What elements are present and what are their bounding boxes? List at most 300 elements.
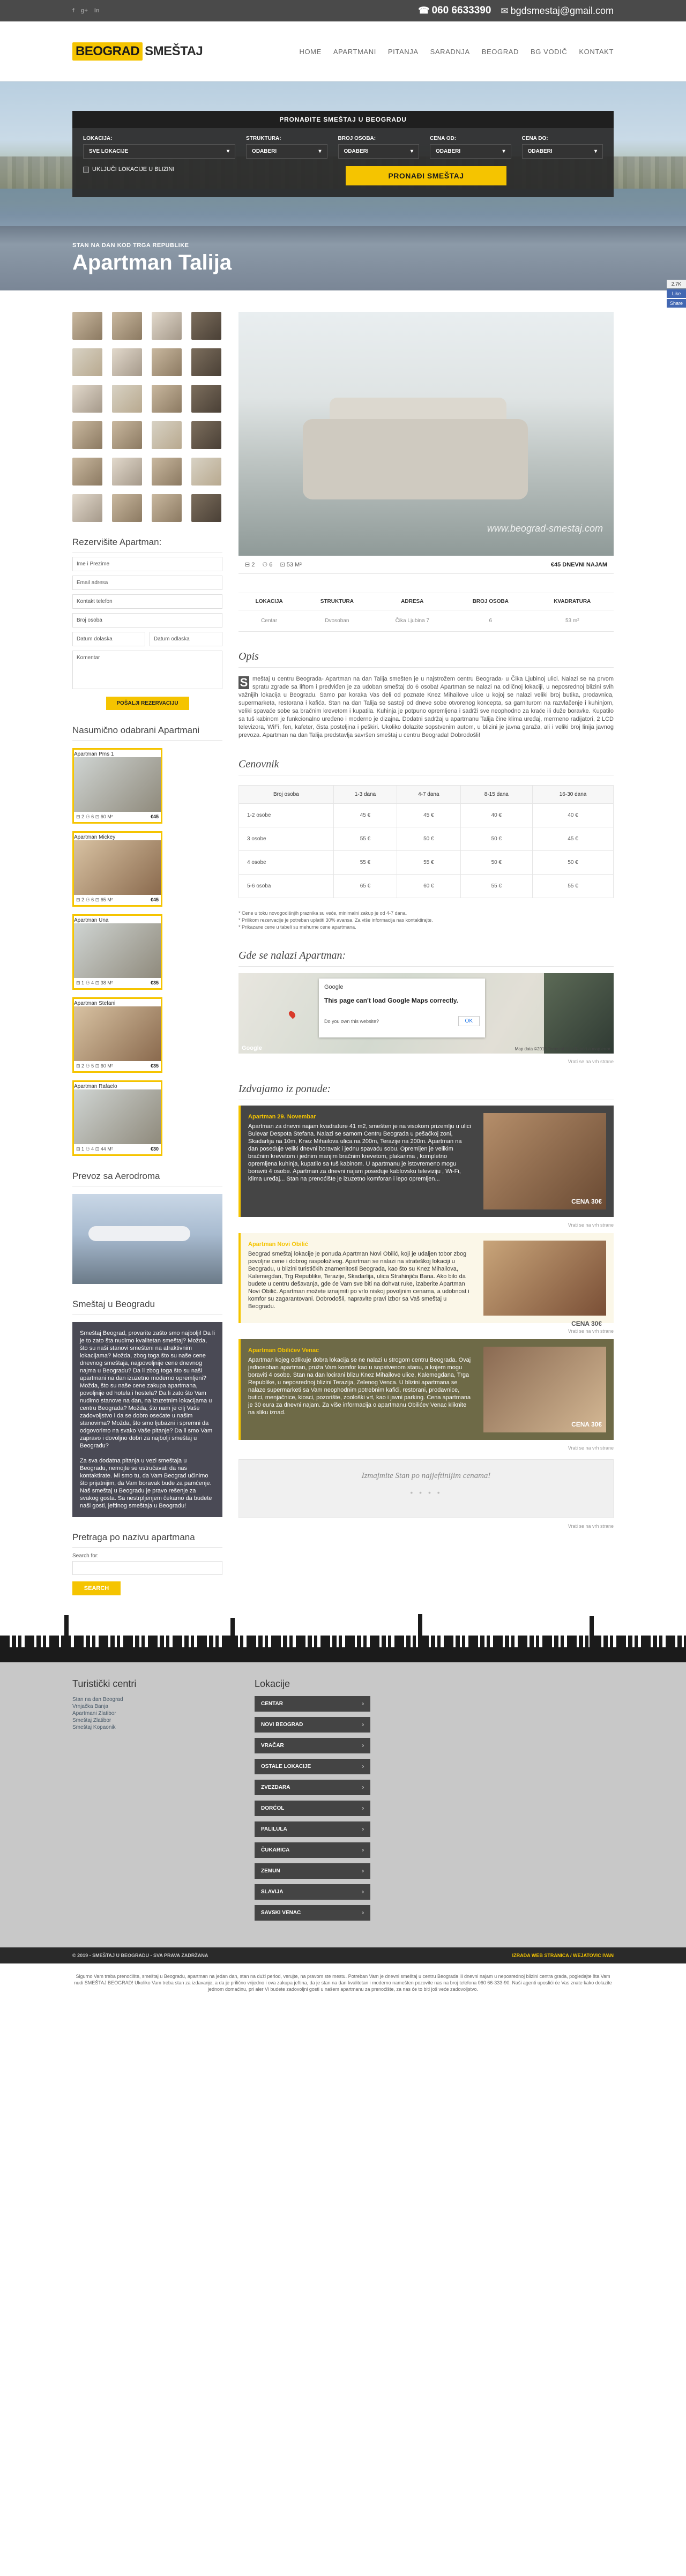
location-button[interactable] bbox=[255, 1884, 370, 1900]
apartment-size: 53 M² bbox=[286, 562, 302, 568]
location-label: NOVI BEOGRAD bbox=[261, 1722, 303, 1728]
google-logo: Google bbox=[324, 984, 344, 990]
area-icon: ⊡ bbox=[95, 980, 101, 985]
map-error-message: This page can't load Google Maps correctly. bbox=[324, 997, 459, 1004]
tourist-link[interactable]: Apartmani Zlatibor bbox=[72, 1711, 116, 1716]
offer-name: Apartman Novi Obilić bbox=[248, 1241, 308, 1248]
offer-price: CENA 30€ bbox=[571, 1320, 602, 1327]
chevron-down-icon: ▾ bbox=[502, 148, 505, 154]
locations-title: Lokacije bbox=[255, 1678, 290, 1689]
price-header: 16-30 dana bbox=[533, 786, 614, 804]
photo-thumb[interactable] bbox=[152, 458, 182, 486]
cena-od-value: ODABERI bbox=[436, 148, 461, 154]
price-cell: 40 € bbox=[533, 804, 614, 827]
nav-apartmani[interactable]: APARTMANI bbox=[333, 47, 376, 56]
apartment-card[interactable] bbox=[72, 1080, 162, 1156]
broj-osoba-value: ODABERI bbox=[344, 148, 369, 154]
chevron-right-icon: › bbox=[362, 1722, 364, 1728]
map-ok-button[interactable]: OK bbox=[458, 1016, 480, 1026]
back-to-top-link[interactable]: Vrati se na vrh strane bbox=[568, 1445, 614, 1451]
price-cell: 45 € bbox=[397, 804, 460, 827]
photo-thumb[interactable] bbox=[191, 385, 221, 413]
skyline-tower bbox=[590, 1616, 594, 1647]
location-label: VRAČAR bbox=[261, 1743, 284, 1749]
table-row bbox=[239, 827, 614, 851]
cena-od-select[interactable] bbox=[430, 144, 511, 159]
apartment-name: Apartman Una bbox=[74, 917, 109, 923]
photo-thumb[interactable] bbox=[72, 421, 102, 449]
chevron-right-icon: › bbox=[362, 1910, 364, 1916]
skyline-tower bbox=[230, 1618, 235, 1647]
search-input[interactable] bbox=[72, 1561, 222, 1575]
lokacija-value: SVE LOKACIJE bbox=[89, 148, 129, 154]
tourist-centers bbox=[72, 1678, 212, 1926]
photo-thumb[interactable] bbox=[72, 348, 102, 376]
apartment-size: 38 M² bbox=[100, 980, 113, 985]
person-icon: ⚇ bbox=[262, 562, 270, 568]
promo-text: Izmajmite Stan po najjeftinijim cenama! bbox=[361, 1472, 491, 1480]
apartment-size: 44 M² bbox=[100, 1146, 113, 1152]
price-table bbox=[238, 785, 614, 898]
info-value: Dvosoban bbox=[300, 610, 374, 632]
checkbox-icon bbox=[83, 167, 89, 173]
back-to-top-link[interactable]: Vrati se na vrh strane bbox=[568, 1328, 614, 1334]
bed-icon: ⊟ bbox=[76, 814, 82, 819]
price-cell: 50 € bbox=[533, 851, 614, 875]
photo-thumb[interactable] bbox=[112, 494, 142, 522]
price-cell: 45 € bbox=[333, 804, 397, 827]
left-sidebar bbox=[72, 312, 222, 1595]
featured-offer[interactable] bbox=[238, 1339, 614, 1440]
info-value: Centar bbox=[238, 610, 300, 632]
departure-date-field[interactable]: Datum odlaska bbox=[150, 632, 222, 646]
bed-icon: ⊟ bbox=[76, 1146, 82, 1152]
offer-text: Apartman za dnevni najam kvadrature 41 m2, smešten je na visokom prizemlju u ulici Bulevar Despota Stefana. Nalazi se samom Centru Beograda u pešačkoj zoni, Skadarlija na 10m, Knez Mihailova ulica na 200m, Terazije na 200m. Apartman na dan poseduje veliki dnevni boravak i jednu spavaću sobu. Opremljen je velikim bračnim krevetom i jednim manjim bračnim krevetom, plakarima , kompletno opremljena kuhinja, kupatilo sa tuš kabinom. U apartmanu je istovremeno mogu boraviti 4 osobe. Apartman za dnevni najam poseduje kablovsku televiziju , Wi-Fi, klima uređaj... Stan na prenoćište je izuzetno komforan i lepo opremljen... bbox=[248, 1123, 471, 1182]
price-cell: 50 € bbox=[460, 827, 533, 851]
persons-count: 6 bbox=[91, 897, 94, 902]
apartment-photo bbox=[74, 757, 161, 812]
persons-count: 4 bbox=[91, 1146, 94, 1152]
nav-bg-vodic[interactable]: BG VODIČ bbox=[530, 47, 568, 56]
info-value: Čika Ljubina 7 bbox=[374, 610, 450, 632]
price-cell: 55 € bbox=[333, 851, 397, 875]
rooms-count: 2 bbox=[81, 814, 85, 819]
broj-osoba-select[interactable] bbox=[338, 144, 419, 159]
photo-thumb[interactable] bbox=[152, 494, 182, 522]
price-note: * Cene u toku novogodišnjih praznika su veće, minimalni zakup je od 4-7 dana. bbox=[238, 910, 407, 916]
persons-count: 5 bbox=[91, 1063, 94, 1069]
location-button[interactable] bbox=[255, 1696, 370, 1712]
description-title: Opis bbox=[238, 651, 614, 668]
chevron-right-icon: › bbox=[362, 1826, 364, 1832]
person-icon: ⚇ bbox=[85, 897, 92, 902]
map-pin-icon bbox=[288, 1010, 297, 1019]
location-button[interactable] bbox=[255, 1780, 370, 1795]
photo-thumb[interactable] bbox=[191, 458, 221, 486]
name-field[interactable]: Ime i Prezime bbox=[72, 557, 222, 571]
table-row bbox=[239, 851, 614, 875]
tourist-link[interactable]: Stan na dan Beograd bbox=[72, 1697, 123, 1703]
social-links bbox=[72, 8, 100, 14]
photo-thumbnails bbox=[72, 312, 222, 522]
price-cell: 3 osobe bbox=[239, 827, 334, 851]
price-header: 4-7 dana bbox=[397, 786, 460, 804]
top-bar bbox=[0, 0, 686, 21]
chevron-right-icon: › bbox=[362, 1784, 364, 1790]
location-button[interactable] bbox=[255, 1842, 370, 1858]
nav-saradnja[interactable]: SARADNJA bbox=[430, 47, 470, 56]
apartment-card[interactable] bbox=[72, 914, 162, 990]
photo-thumb[interactable] bbox=[191, 421, 221, 449]
skyline-tower bbox=[64, 1615, 69, 1647]
nearby-checkbox[interactable] bbox=[83, 166, 255, 173]
chevron-down-icon: ▾ bbox=[594, 148, 597, 154]
rooms-count: 2 bbox=[81, 1063, 85, 1069]
featured-offer[interactable] bbox=[238, 1233, 614, 1327]
comment-field[interactable]: Komentar bbox=[72, 651, 222, 689]
location-label: OSTALE LOKACIJE bbox=[261, 1764, 311, 1769]
persons-count: 6 bbox=[269, 562, 273, 568]
price-cell: 65 € bbox=[333, 875, 397, 898]
chevron-right-icon: › bbox=[362, 1805, 364, 1811]
google-plus-icon[interactable]: g+ bbox=[80, 8, 88, 14]
photo-watermark: www.beograd-smestaj.com bbox=[487, 523, 603, 534]
info-header: LOKACIJA bbox=[238, 593, 300, 610]
photo-info-bar bbox=[238, 556, 614, 574]
photo-thumb[interactable] bbox=[112, 458, 142, 486]
apartment-meta bbox=[74, 812, 161, 822]
search-title: PRONAĐITE SMEŠTAJ U BEOGRADU bbox=[72, 111, 614, 128]
photo-thumb[interactable] bbox=[112, 348, 142, 376]
hero-banner bbox=[0, 81, 686, 306]
back-to-top-link[interactable]: Vrati se na vrh strane bbox=[568, 1524, 614, 1529]
description-body: meštaj u centru Beograda- Apartman na dan Talija smešten je u najstrožem centru Beograda- u Čika Ljubinoj ulici. Nalazi se na prvom spratu zgrade sa liftom i predviđen je za udoban smeštaj do 6 osoba! Apartman se nalazi na odličnoj lokaciji, u neposrednoj blizini svih važnijih lokacija u Beogradu. Samo par koraka Vas deli od poznate Knez Mihailove ulice u kojoj se nalazi veliki broj butika, prodavnica, supermarketa, restorana i kafića. Stan na dan Talija se sastoji od dneve sobe otvorenog koncepta, sa garniturom na razvlačenje i kuhinjom, veliki spavaće sobe sa bračnim krevetom i kupatila. Kuhinja je potpuno opremljena i sadrži sve neophodno za kraće ili duže boravke. Kupatilo sa tuš kabinom je funkcionalno uređeno i moderno je dizajna. Dodatni sadržaj u apartmanu Talija čine klima uređaj, mermeno radijatori, 2 LCD televizora, WiFi, fen, kafeter, čista posteljina i peškiri. Ukoliko dolazite sopstvenim autom, u blizini je javna garaža, ali i veliki broj linija javnog prevoza. Apartman na dan Talija predstavlja savršen smeštaj u centru Beograda! Dobrodošli! bbox=[238, 676, 614, 738]
location-button[interactable] bbox=[255, 1821, 370, 1837]
apartment-photo bbox=[74, 923, 161, 978]
price-cell: 1-2 osobe bbox=[239, 804, 334, 827]
area-icon: ⊡ bbox=[95, 1063, 101, 1069]
featured-offer[interactable] bbox=[238, 1106, 614, 1217]
offer-name: Apartman Obilićev Venac bbox=[248, 1347, 319, 1354]
nearby-checkbox-label: UKLJUČI LOKACIJE U BLIZINI bbox=[92, 166, 175, 173]
photo-thumb[interactable] bbox=[191, 348, 221, 376]
offer-photo bbox=[483, 1241, 606, 1327]
price-cell: 45 € bbox=[533, 827, 614, 851]
price-cell: 55 € bbox=[397, 851, 460, 875]
apartment-photo bbox=[74, 1006, 161, 1061]
city-skyline bbox=[0, 1614, 686, 1662]
airplane-image bbox=[88, 1226, 190, 1241]
like-button[interactable]: Like bbox=[667, 289, 686, 298]
price-header: Broj osoba bbox=[239, 786, 334, 804]
bed-icon: ⊟ bbox=[245, 562, 252, 568]
chevron-right-icon: › bbox=[362, 1764, 364, 1769]
apartment-meta bbox=[74, 978, 161, 988]
broj-osoba-label: BROJ OSOBA: bbox=[338, 136, 376, 141]
apartment-price: €45 bbox=[150, 814, 159, 819]
share-count: 2.7K bbox=[667, 280, 686, 288]
cena-do-select[interactable] bbox=[522, 144, 603, 159]
cena-od-label: CENA OD: bbox=[430, 136, 457, 141]
featured-title: Izdvajamo iz ponude: bbox=[238, 1083, 614, 1100]
search-by-name-form bbox=[72, 1553, 222, 1595]
map-error-dialog bbox=[319, 979, 485, 1037]
info-value: 53 m² bbox=[531, 610, 614, 632]
main-photo[interactable] bbox=[238, 312, 614, 556]
photo-thumb[interactable] bbox=[72, 312, 102, 340]
bed-icon: ⊟ bbox=[76, 1063, 82, 1069]
email-field[interactable]: Email adresa bbox=[72, 576, 222, 590]
mail-icon: ✉ bbox=[501, 5, 509, 16]
price-cell: 40 € bbox=[460, 804, 533, 827]
photo-thumb[interactable] bbox=[72, 494, 102, 522]
photo-thumb[interactable] bbox=[112, 385, 142, 413]
location-button[interactable] bbox=[255, 1759, 370, 1774]
chevron-right-icon: › bbox=[362, 1868, 364, 1874]
apartment-name: Apartman Pms 1 bbox=[74, 751, 114, 757]
apartment-card[interactable] bbox=[72, 831, 162, 907]
social-share-widget bbox=[667, 280, 686, 309]
skyline-tower bbox=[418, 1614, 422, 1647]
nav-kontakt[interactable]: KONTAKT bbox=[579, 47, 614, 56]
bed-icon: ⊟ bbox=[76, 897, 82, 902]
phone-field[interactable]: Kontakt telefon bbox=[72, 594, 222, 609]
apartment-meta bbox=[74, 1144, 161, 1154]
offer-name: Apartman 29. Novembar bbox=[248, 1114, 316, 1120]
apartment-price: €35 bbox=[150, 1063, 159, 1069]
share-button[interactable]: Share bbox=[667, 299, 686, 308]
chevron-right-icon: › bbox=[362, 1847, 364, 1853]
area-icon: ⊡ bbox=[95, 814, 101, 819]
story-title: Smeštaj u Beogradu bbox=[72, 1299, 222, 1315]
info-header: STRUKTURA bbox=[300, 593, 374, 610]
email-address: bgdsmestaj@gmail.com bbox=[510, 5, 614, 16]
disclaimer-text: Sigurno Vam treba prenoćište, smeštaj u Beogradu, apartman na jedan dan, stan na duži period, verujte, na pravom ste mestu. Potreban Vam je dnevni smeštaj u centru Beograda ili dnevni najam u neposrednoj blizini centra grada, pogledajte šta Vam nudi SMEŠTAJ BEOGRAD! Ukoliko Vam treba stan za izdavanje, a da je prilično vrijedno i ova zakupa jeftina, da je stan na dan kvalitetan i moderno namešten pozovite nas na broj telefona 060 66-333-90. Naši agenti uposlići će Vas znate kako dolazite jednom domaćinu, pri aler Vi budete zadovoljni gosti u našem apartmanu za prenoćište, za nas će to biti još veće zadovoljstvo. bbox=[74, 1974, 612, 1992]
price-cell: 60 € bbox=[397, 875, 460, 898]
person-icon: ⚇ bbox=[85, 814, 92, 819]
info-value: 6 bbox=[450, 610, 531, 632]
phone-number: 060 6633390 bbox=[431, 5, 491, 16]
struktura-select[interactable] bbox=[246, 144, 327, 159]
map-title: Gde se nalazi Apartman: bbox=[238, 950, 614, 967]
location-label: DORĆOL bbox=[261, 1805, 285, 1811]
footer-disclaimer bbox=[0, 1963, 686, 2008]
person-icon: ⚇ bbox=[85, 1146, 92, 1152]
contact-info bbox=[418, 5, 614, 17]
tourist-link[interactable]: Smeštaj Kopaonik bbox=[72, 1724, 116, 1730]
area-icon: ⊡ bbox=[280, 562, 287, 568]
chevron-right-icon: › bbox=[362, 1743, 364, 1749]
rooms-count: 2 bbox=[81, 897, 85, 902]
photo-thumb[interactable] bbox=[191, 312, 221, 340]
apartment-photo bbox=[74, 840, 161, 895]
apartment-meta bbox=[74, 1061, 161, 1071]
photo-thumb[interactable] bbox=[152, 421, 182, 449]
location-label: CENTAR bbox=[261, 1701, 283, 1707]
apartment-price: €45 bbox=[150, 897, 159, 902]
apartment-meta bbox=[74, 895, 161, 905]
apartment-card[interactable] bbox=[72, 997, 162, 1073]
location-button[interactable] bbox=[255, 1863, 370, 1879]
nav-home[interactable]: HOME bbox=[299, 47, 322, 56]
credits-link[interactable]: IZRADA WEB STRANICA / WEJATOVIC IVAN bbox=[512, 1953, 614, 1958]
search-by-name-title: Pretraga po nazivu apartmana bbox=[72, 1532, 222, 1548]
site-footer bbox=[0, 1662, 686, 1947]
location-label: SLAVIJA bbox=[261, 1889, 284, 1895]
persons-count: 4 bbox=[91, 980, 94, 985]
map-satellite-area bbox=[544, 973, 614, 1054]
linkedin-icon[interactable]: in bbox=[94, 8, 100, 14]
apartment-price: €30 bbox=[150, 1146, 159, 1152]
main-nav bbox=[299, 48, 614, 56]
location-label: SAVSKI VENAC bbox=[261, 1910, 301, 1916]
price-cell: 50 € bbox=[397, 827, 460, 851]
person-icon: ⚇ bbox=[85, 980, 92, 985]
apartment-card[interactable] bbox=[72, 748, 162, 824]
area-icon: ⊡ bbox=[95, 1146, 101, 1152]
chevron-down-icon: ▾ bbox=[410, 148, 414, 154]
google-map[interactable] bbox=[238, 973, 614, 1054]
hero-title-block bbox=[72, 242, 232, 275]
person-icon: ⚇ bbox=[85, 1063, 92, 1069]
photo-thumb[interactable] bbox=[152, 348, 182, 376]
photo-thumb[interactable] bbox=[72, 385, 102, 413]
sofa-image bbox=[303, 419, 528, 499]
price-cell: 5-6 osoba bbox=[239, 875, 334, 898]
offer-photo bbox=[483, 1113, 606, 1209]
price-notes bbox=[238, 910, 614, 931]
apartment-name: Apartman Mickey bbox=[74, 834, 116, 840]
page-title: Apartman Talija bbox=[72, 251, 232, 274]
price-header: 8-15 dana bbox=[460, 786, 533, 804]
locations bbox=[255, 1678, 370, 1926]
area-icon: ⊡ bbox=[95, 897, 101, 902]
price-note: * Prikazane cene u tabeli su mehurne cene apartmana. bbox=[238, 924, 356, 930]
photo-thumb[interactable] bbox=[112, 421, 142, 449]
airport-transfer-banner[interactable] bbox=[72, 1194, 222, 1284]
photo-thumb[interactable] bbox=[72, 458, 102, 486]
bed-icon: ⊟ bbox=[76, 980, 82, 985]
cena-do-label: CENA DO: bbox=[521, 136, 548, 141]
price-cell: 50 € bbox=[460, 851, 533, 875]
price-cell: 55 € bbox=[460, 875, 533, 898]
apartment-size: 60 M² bbox=[100, 814, 113, 819]
offer-text: Beograd smeštaj lokacije je ponuda Apartman Novi Obilić, koji je udaljen tobor zbog povoljne cene i dobrog raspoloživog. Apartman se nalazi na strateškoj lokaciji u Beogradu, u blizini turističkih znamenitosti Beograda, kao što su Knez Mihailova, Kalemegdan, Trg Republike, Terazije, Skadarlija, ulica Strahinjića Bana. Ako bilo da budete u centru dešavanja, gde će Vam sve biti na dohvat ruke, izaberite Apartman Novi Obilić. Apartman možete iznajmiti po vrlo niskoj povoljnim cenama, a udobnost i komfor su zagarantovani. Dobrodošli, napravite pravi izbor sa Vaš smeštaj u Beogradu. bbox=[248, 1251, 469, 1310]
location-label: ZEMUN bbox=[261, 1868, 280, 1874]
submit-reservation-button[interactable]: POŠALJI REZERVACIJU bbox=[106, 697, 189, 710]
persons-field[interactable]: Broj osoba bbox=[72, 613, 222, 628]
offer-text: Apartman kojeg odlikuje dobra lokacija se ne nalazi u strogom centru Beograda. Ovaj jednosoban apartman, pruža Vam komfor kao u sopstvenom stanu, a kojem mogu boraviti 4 osobe. Stan na dan locirani blizu Knez Mihailove ulice, Kalemegdana, Trga Republike, u neposrednoj blizini Terazija, Zelenog Venca. U blizini apartmana se nalaze supermarketi sa Vam neophodnim potrebnim kafići, restorani, prodavnice, butici, menjačnice, kiosci, pozorište, zoološki vrt, kao i javni parking. Cena apartmana je 30 eura za dnevni najam. Za više informacija o apartmanu Obilićev Venac kliknite na sliku iznad. bbox=[248, 1357, 471, 1416]
rooms-count: 1 bbox=[81, 1146, 85, 1152]
skyline-base bbox=[0, 1647, 686, 1662]
offer-price: CENA 30€ bbox=[571, 1421, 602, 1428]
back-to-top-link[interactable]: Vrati se na vrh strane bbox=[568, 1222, 614, 1228]
location-label: PALILULA bbox=[261, 1826, 287, 1832]
location-button[interactable] bbox=[255, 1801, 370, 1816]
story-paragraph: Smeštaj Beograd, provarite zašto smo najbolji! Da li je to zato šta nudimo kvalitetan smeštaj? Možda, što su naši stanovi smešteni na atraktivnim lokacijama? Možda, zbog toga što su naše cene dnevnog smeštaja, najpovoljnije cene dnevnog najma u Beogradu? Da li zbog toga što su naši apartmani na dan izuzetno moderno opremljeni? Možda, što su naše cene zakupa apartmana, povoljnije od hotela i hostela? Da li zato što Vam nudimo stanove na dan, na izuzetnim lokacijama u centru Beograda? Možda, što nam je cilj Vaše zadovoljstvo i da se dobro osećate u našim stanovima? Možda, što smo ljubazni i spremni da odgovorimo na svako Vaše pitanje? Da li smo Vam zapravo i dovoljno dobri za najbolji smeštaj u Beogradu? bbox=[80, 1330, 215, 1449]
price-cell: 55 € bbox=[333, 827, 397, 851]
apartment-size: 60 M² bbox=[100, 1063, 113, 1069]
email-link[interactable] bbox=[501, 5, 614, 17]
search-box bbox=[72, 111, 614, 197]
offer-price: CENA 30€ bbox=[571, 1198, 602, 1205]
phone-icon: ☎ bbox=[418, 5, 430, 16]
story-box bbox=[72, 1322, 222, 1517]
map-owner-question: Do you own this website? bbox=[324, 1018, 379, 1024]
persons-count: 6 bbox=[91, 814, 94, 819]
photo-thumb[interactable] bbox=[191, 494, 221, 522]
apartment-price: €35 bbox=[150, 980, 159, 985]
struktura-label: STRUKTURA: bbox=[246, 136, 281, 141]
search-button[interactable]: PRONAĐI SMEŠTAJ bbox=[346, 166, 506, 185]
info-header: BROJ OSOBA bbox=[450, 593, 531, 610]
tourist-link[interactable]: Vrnjačka Banja bbox=[72, 1704, 108, 1709]
main-content bbox=[238, 312, 614, 1595]
site-header bbox=[0, 21, 686, 81]
chevron-down-icon: ▾ bbox=[318, 148, 322, 154]
copyright-bar bbox=[0, 1947, 686, 1963]
info-header: KVADRATURA bbox=[531, 593, 614, 610]
map-footer: Map data ©2018 Terms of Use Report a map error bbox=[514, 1047, 610, 1051]
facebook-icon[interactable]: f bbox=[72, 8, 74, 14]
slider-dots[interactable]: • • • • bbox=[410, 1488, 442, 1497]
reserve-title: Rezervišite Apartman: bbox=[72, 537, 222, 552]
lokacija-select[interactable] bbox=[83, 144, 235, 159]
tourist-link[interactable]: Smeštaj Zlatibor bbox=[72, 1718, 111, 1723]
search-label: Search for: bbox=[72, 1553, 99, 1559]
struktura-value: ODABERI bbox=[252, 148, 277, 154]
arrival-date-field[interactable]: Datum dolaska bbox=[72, 632, 145, 646]
price-cell: 55 € bbox=[533, 875, 614, 898]
price-note: * Prilikom rezervacije je potreban uplatiti 30% avansa. Za više informacija nas kontaktirajte. bbox=[238, 917, 433, 923]
info-header: ADRESA bbox=[374, 593, 450, 610]
daily-price: €45 DNEVNI NAJAM bbox=[550, 561, 607, 568]
location-button[interactable] bbox=[255, 1905, 370, 1921]
google-map-logo: Google bbox=[242, 1045, 262, 1051]
rooms-count: 1 bbox=[81, 980, 85, 985]
offer-photo bbox=[483, 1347, 606, 1432]
photo-thumb[interactable] bbox=[112, 312, 142, 340]
drop-cap: S bbox=[238, 676, 249, 689]
airport-title: Prevoz sa Aerodroma bbox=[72, 1171, 222, 1186]
search-submit-button[interactable]: SEARCH bbox=[72, 1581, 121, 1595]
apartment-name: Apartman Rafaelo bbox=[74, 1084, 117, 1089]
phone-link[interactable] bbox=[418, 5, 491, 17]
apartment-size: 65 M² bbox=[100, 897, 113, 902]
lokacija-label: LOKACIJA: bbox=[83, 136, 113, 141]
random-apartments-title: Nasumično odabrani Apartmani bbox=[72, 725, 222, 741]
price-header: 1-3 dana bbox=[333, 786, 397, 804]
logo-rest: SMEŠTAJ bbox=[145, 44, 203, 58]
nav-pitanja[interactable]: PITANJA bbox=[387, 47, 419, 56]
nav-beograd[interactable]: BEOGRAD bbox=[481, 47, 519, 56]
back-to-top-link[interactable]: Vrati se na vrh strane bbox=[568, 1059, 614, 1064]
logo-main: BEOGRAD bbox=[72, 42, 143, 61]
price-cell: 4 osobe bbox=[239, 851, 334, 875]
description-text bbox=[238, 675, 614, 740]
location-button[interactable] bbox=[255, 1738, 370, 1753]
location-button[interactable] bbox=[255, 1717, 370, 1733]
apartment-photo bbox=[74, 1089, 161, 1144]
chevron-right-icon: › bbox=[362, 1701, 364, 1707]
rooms-count: 2 bbox=[251, 562, 255, 568]
apartment-info-table bbox=[238, 593, 614, 632]
photo-thumb[interactable] bbox=[152, 385, 182, 413]
location-label: ZVEZDARA bbox=[261, 1784, 290, 1790]
pricelist-title: Cenovnik bbox=[238, 758, 614, 775]
site-logo[interactable] bbox=[72, 42, 203, 61]
photo-thumb[interactable] bbox=[152, 312, 182, 340]
